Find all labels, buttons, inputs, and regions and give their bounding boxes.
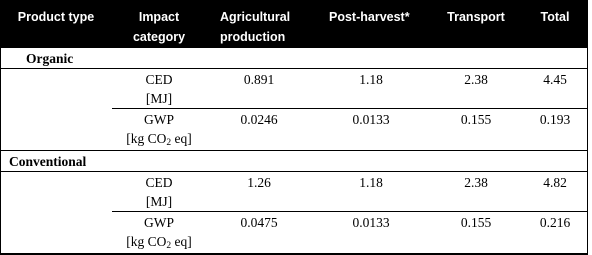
category-name: GWP (144, 112, 174, 127)
category-cell (112, 173, 206, 211)
post-harvest-value: 0.0133 (352, 215, 390, 230)
header-impact-line2: category (132, 30, 186, 44)
header-post-harvest: Post-harvest* (329, 10, 410, 24)
row-divider (112, 108, 588, 109)
group-label-conventional: Conventional (9, 154, 87, 169)
total-value: 4.82 (543, 175, 567, 190)
category-unit (112, 232, 206, 251)
total-value: 4.45 (543, 72, 567, 87)
category-cell (112, 213, 206, 251)
row-divider (0, 68, 588, 69)
category-unit (112, 129, 206, 148)
post-harvest-value: 1.18 (359, 175, 383, 190)
unit-pre: [kg CO (126, 234, 167, 249)
table-left-border (0, 48, 1, 254)
row-divider (112, 211, 588, 212)
group-label-organic: Organic (26, 51, 74, 66)
row-divider (0, 150, 588, 151)
post-harvest-value: 1.18 (359, 72, 383, 87)
table-header (0, 0, 588, 48)
post-harvest-value: 0.0133 (352, 112, 390, 127)
category-name: CED (145, 175, 173, 190)
agricultural-value: 0.0246 (240, 112, 278, 127)
unit-post: eq] (171, 131, 192, 146)
total-value: 0.216 (539, 215, 571, 230)
header-impact-line1: Impact (138, 10, 180, 24)
category-unit: [MJ] (145, 91, 173, 106)
unit-subscript: 2 (166, 241, 172, 251)
unit-subscript: 2 (166, 138, 172, 148)
header-transport: Transport (447, 10, 505, 24)
header-total: Total (540, 10, 570, 24)
category-name: GWP (144, 215, 174, 230)
header-agricultural-production (206, 7, 312, 47)
transport-value: 0.155 (460, 112, 492, 127)
row-divider (0, 171, 588, 172)
transport-value: 2.38 (464, 72, 488, 87)
agricultural-value: 1.26 (247, 175, 271, 190)
agricultural-value: 0.0475 (240, 215, 278, 230)
agricultural-value: 0.891 (243, 72, 275, 87)
unit-post: eq] (171, 234, 192, 249)
transport-value: 0.155 (460, 215, 492, 230)
total-value: 0.193 (539, 112, 571, 127)
header-impact-category (112, 7, 206, 47)
header-agri-line2: production (220, 30, 286, 44)
category-cell (112, 110, 206, 148)
category-name: CED (145, 72, 173, 87)
category-unit: [MJ] (145, 194, 173, 209)
header-agri-line1: Agricultural (220, 10, 291, 24)
table-right-border (587, 48, 588, 254)
unit-pre: [kg CO (126, 131, 167, 146)
category-cell (112, 70, 206, 108)
header-product-type: Product type (17, 10, 95, 24)
transport-value: 2.38 (464, 175, 488, 190)
